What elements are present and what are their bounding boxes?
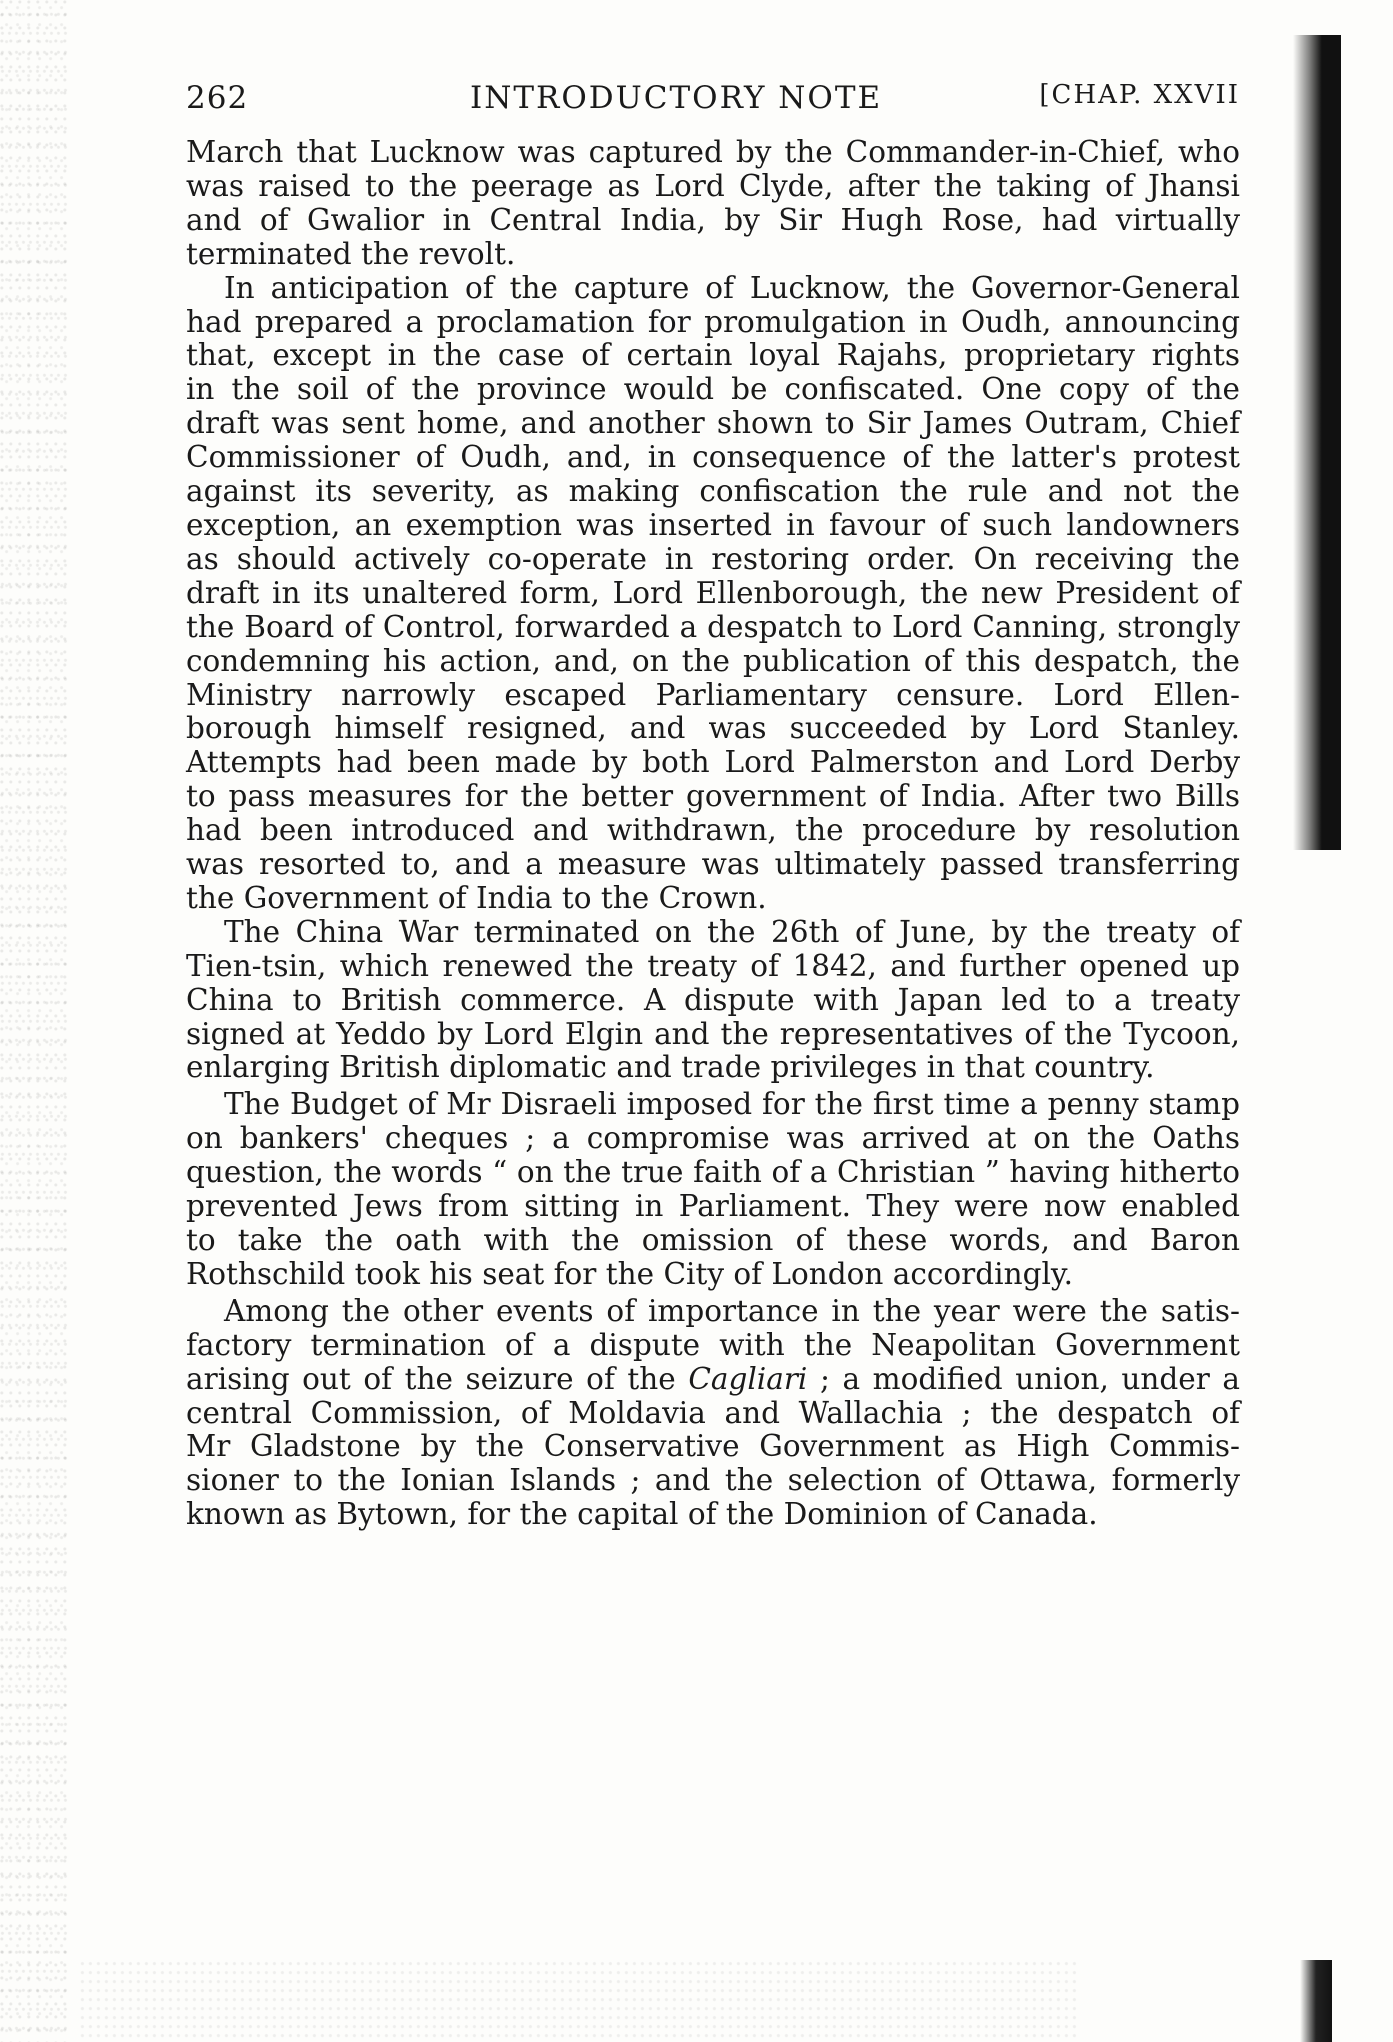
ship-name: Cagliari	[688, 1361, 808, 1396]
text-line: China to British commerce. A dispute with Japan led to a treaty	[186, 982, 1240, 1017]
running-title: INTRODUCTORY NOTE	[470, 80, 883, 116]
text-span: arising out of the seizure of the	[186, 1361, 689, 1396]
text-line: draft was sent home, and another shown to Sir James Outram, Chief	[186, 406, 1240, 441]
scan-edge-noise	[0, 0, 70, 2042]
text-line: and of Gwalior in Central India, by Sir Hugh Rose, had virtually	[186, 202, 1240, 237]
text-line: had prepared a proclamation for promulgation in Oudh, announcing	[186, 304, 1240, 339]
text-line: exception, an exemption was inserted in favour of such landowners	[186, 507, 1240, 542]
scan-binding-shadow-bottom	[1300, 1960, 1332, 2042]
text-line: signed at Yeddo by Lord Elgin and the representatives of the Tycoon,	[186, 1016, 1240, 1051]
text-line	[186, 1363, 1240, 1397]
text-line: sioner to the Ionian Islands ; and the selection of Ottawa, formerly	[186, 1463, 1240, 1498]
text-line: factory termination of a dispute with the Neapolitan Government	[186, 1327, 1240, 1362]
page-number: 262	[186, 80, 249, 116]
text-line: Ministry narrowly escaped Parliamentary censure. Lord Ellen-	[186, 677, 1240, 712]
body-text	[186, 136, 1240, 1532]
text-span: ; a modified union, under a	[807, 1361, 1241, 1396]
text-line: in the soil of the province would be confiscated. One copy of the	[186, 372, 1240, 407]
text-line: was resorted to, and a measure was ultimately passed transferring	[186, 847, 1240, 882]
text-line: Commissioner of Oudh, and, in consequence of the latter's protest	[186, 440, 1240, 475]
text-line: March that Lucknow was captured by the Commander-in-Chief, who	[186, 135, 1240, 169]
text-line: Mr Gladstone by the Conservative Government as High Commis-	[186, 1429, 1240, 1464]
text-line: In anticipation of the capture of Lucknow, the Governor-General	[224, 270, 1240, 305]
scan-binding-shadow	[1293, 35, 1341, 850]
text-line: Rothschild took his seat for the City of London accordingly.	[186, 1256, 1074, 1291]
text-line: the Government of India to the Crown.	[186, 880, 767, 915]
text-line: the Board of Control, forwarded a despatch to Lord Canning, strongly	[186, 609, 1240, 644]
text-line: had been introduced and withdrawn, the procedure by resolution	[186, 813, 1240, 848]
text-line: prevented Jews from sitting in Parliament. They were now enabled	[186, 1189, 1240, 1224]
text-line: to take the oath with the omission of these words, and Baron	[186, 1223, 1240, 1257]
text-line: enlarging British diplomatic and trade privileges in that country.	[186, 1050, 1155, 1085]
text-line: on bankers' cheques ; a compromise was arrived at on the Oaths	[186, 1121, 1240, 1156]
chapter-label: [CHAP. XXVII	[1039, 80, 1240, 110]
text-line: Tien-tsin, which renewed the treaty of 1842, and further opened up	[186, 948, 1240, 983]
scan-bottom-noise	[80, 1960, 1080, 2040]
text-line: Attempts had been made by both Lord Palmerston and Lord Derby	[186, 745, 1240, 780]
text-line: to pass measures for the better government of India. After two Bills	[186, 779, 1240, 814]
text-line: that, except in the case of certain loyal Rajahs, proprietary rights	[186, 338, 1240, 373]
page-header	[186, 80, 1240, 120]
text-line: terminated the revolt.	[186, 236, 516, 271]
text-line: The Budget of Mr Disraeli imposed for the first time a penny stamp	[224, 1087, 1240, 1122]
text-line: draft in its unaltered form, Lord Ellenborough, the new President of	[186, 575, 1240, 610]
text-line: Among the other events of importance in the year were the satis-	[224, 1293, 1240, 1328]
text-line: against its severity, as making confiscation the rule and not the	[186, 474, 1240, 509]
text-line: condemning his action, and, on the publication of this despatch, the	[186, 643, 1240, 678]
text-line: as should actively co-operate in restoring order. On receiving the	[186, 541, 1240, 576]
text-line: was raised to the peerage as Lord Clyde, after the taking of Jhansi	[186, 168, 1240, 203]
text-line: central Commission, of Moldavia and Wallachia ; the despatch of	[186, 1395, 1240, 1430]
text-line: known as Bytown, for the capital of the Dominion of Canada.	[186, 1497, 1098, 1532]
text-line: question, the words “ on the true faith of a Christian ” having hitherto	[186, 1155, 1240, 1190]
text-line: borough himself resigned, and was succeeded by Lord Stanley.	[186, 711, 1240, 746]
text-line: The China War terminated on the 26th of June, by the treaty of	[224, 914, 1240, 949]
